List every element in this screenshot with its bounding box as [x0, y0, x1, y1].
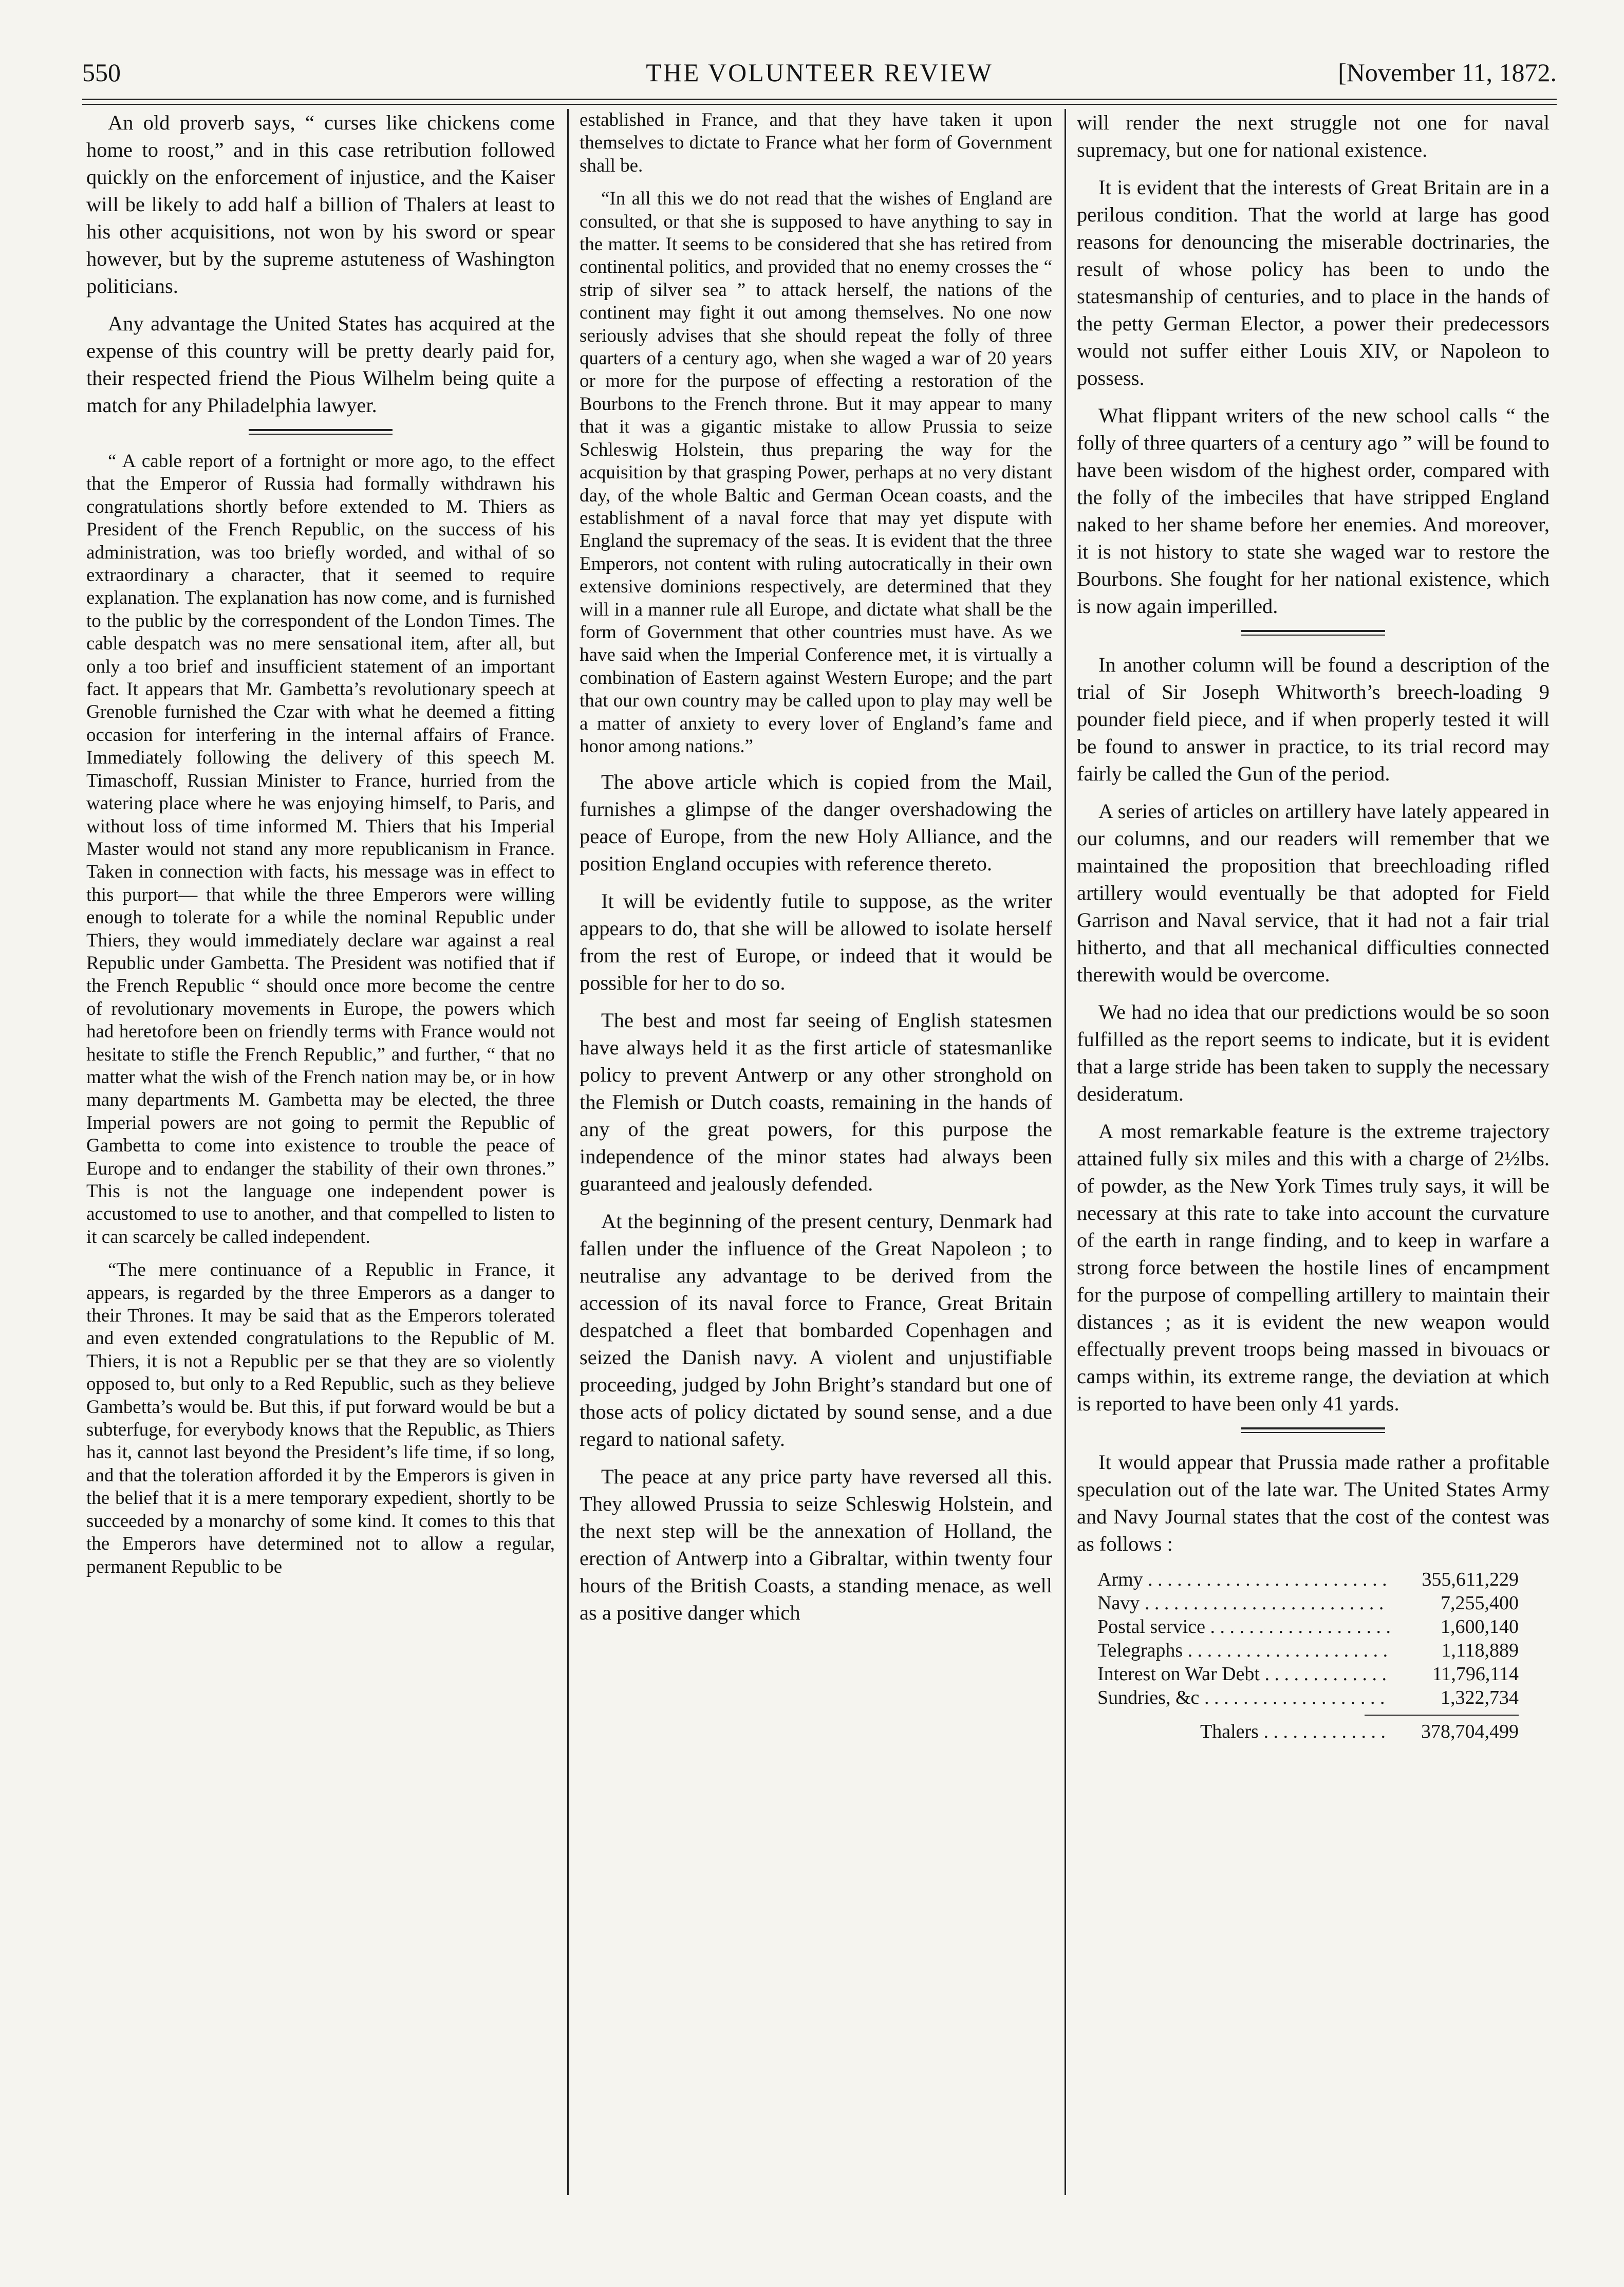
ledger-label: Sundries, &c . . . — [1097, 1686, 1390, 1709]
paragraph: What flippant writers of the new school calls “ the folly of three quarters of a century ago ” will be found to have been wisdom of the highest order, compared with the folly of the imbeciles that have stripped England naked to her shame before her enemies. And moreover, it is not history to state she waged war to restore the Bourbons. She fought for her national existence, which is now again imperilled. — [1077, 404, 1550, 618]
paragraph: It will be evidently futile to suppose, as the writer appears to do, that she will be allowed to isolate herself from the rest of Europe, or indeed that it would be possible for her to do so. — [580, 889, 1052, 995]
column-middle — [580, 109, 1052, 2200]
ledger-value: 7,255,400 — [1441, 1592, 1519, 1614]
section-separator — [1241, 1427, 1385, 1433]
ledger-row — [1097, 1591, 1519, 1615]
paragraph: “ A cable report of a fortnight or more ago, to the effect that the Emperor of Russia had formally withdrawn his congratulations shortly before extended to M. Thiers as President of the French Republic, on the success of his administration, was too briefly worded, and withal of so extraordinary a character, that it seemed to require explanation. The explanation has now come, and is furnished to the public by the correspondent of the London Times. The cable despatch was no mere sensational item, after all, but only a too brief and insufficient statement of an important fact. It appears that Mr. Gambetta’s revolutionary speech at Grenoble furnished the Czar with what he deemed a fitting occasion for interfering in the internal affairs of France. Immediately following the delivery of this speech M. Timaschoff, Russian Minister to France, hurried from the watering place where he was enjoying himself, to Paris, and without loss of time informed M. Thiers that his Imperial Master would not stand any more republicanism in France. Taken in connection with facts, his message was in effect to this purport— that while the three Emperors were willing enough to tolerate for a while the nominal Republic under Thiers, they would immediately declare war against a real Republic under Gambetta. The President was notified that if the French Republic “ should once more become the centre of revolutionary movements in Europe, the powers which had heretofore been on friendly terms with France would not hesitate to stifle the French Republic,” and further, “ that no matter what the wish of the French nation may be, or in how many departments M. Gambetta may be elected, the three Imperial powers are not going to permit the Republic of Gambetta to come into existence to trouble the peace of Europe and to endanger the stability of their own thrones.” This is not the language one independent power is accustomed to use to another, and that compelled to listen to it can scarcely be called independent. — [86, 451, 555, 1248]
ledger-value: 1,600,140 — [1441, 1616, 1519, 1638]
ledger-total-label: Thalers . . . — [1200, 1720, 1385, 1743]
ledger-value: 11,796,114 — [1432, 1663, 1519, 1685]
issue-date: [November 11, 1872. — [1338, 58, 1557, 87]
ledger-value: 1,118,889 — [1441, 1640, 1519, 1661]
ledger-label: Interest on War Debt . . . — [1097, 1662, 1390, 1686]
column-right — [1077, 109, 1550, 2200]
page-header — [82, 55, 1557, 97]
ledger-label: Navy . . . — [1097, 1591, 1390, 1615]
page-title: THE VOLUNTEER REVIEW — [646, 58, 993, 87]
paragraph: It is evident that the interests of Great Britain are in a perilous condition. That the world at large has good reasons for denouncing the miserable doctrinaries, the result of whose policy has been to undo the statesmanship of centuries, and to place in the hands of the petty German Elector, a power their predecessors would not suffer either Louis XIV, or Napoleon to possess. — [1077, 176, 1550, 389]
paragraph: “In all this we do not read that the wishes of England are consulted, or that she is supposed to have anything to say in the matter. It seems to be considered that she has retired from continental politics, and provided that no enemy crosses the “ strip of silver sea ” to attack herself, the nations of the continent may fight it out among themselves. No one now seriously advises that she should repeat the folly of three quarters of a century ago, when she waged a war of 20 years or more for the purpose of effecting a restoration of the Bourbons to the French throne. But it may appear to many that it was a gigantic mistake to allow Prussia to seize Schleswig Holstein, thus preparing the way for the acquisition by that grasping Power, perhaps at no very distant day, of the whole Baltic and German Ocean coasts, and the establishment of a naval force that may yet dispute with England the supremacy of the seas. It is evident that the three Emperors, not content with ruling autocratically in their own extensive dominions respectively, are determined that they will in a manner rule all Europe, and dictate what shall be the form of Government that other countries must have. As we have said when the Imperial Conference met, it is virtually a combination of Eastern against Western Europe; and the part that our own country may be called upon to play may well be a matter of anxiety to every lover of England’s fame and honor among nations.” — [580, 188, 1052, 757]
column-divider — [567, 109, 569, 2195]
paragraph: It would appear that Prussia made rather a profitable speculation out of the late war. The United States Army and Navy Journal states that the cost of the contest was as follows : — [1077, 1451, 1550, 1555]
ledger-label: Postal service . . . — [1097, 1615, 1390, 1639]
paragraph: We had no idea that our predictions would be so soon fulfilled as the report seems to indicate, but it is evident that a large stride has been taken to supply the necessary desideratum. — [1077, 1000, 1550, 1105]
ledger-row — [1097, 1662, 1519, 1686]
section-separator — [1241, 630, 1385, 636]
paragraph: established in France, and that they have taken it upon themselves to dictate to France what her form of Government shall be. — [580, 109, 1052, 176]
column-left — [86, 109, 555, 2200]
page-number: 550 — [82, 58, 121, 87]
ledger-total-value: 378,704,499 — [1421, 1721, 1519, 1742]
paragraph: The best and most far seeing of English statesmen have always held it as the first article of statesmanlike policy to prevent Antwerp or any other stronghold on the Flemish or Dutch coasts, remaining in the hands of any of the great powers, for this purpose the independence of the minor states had always been guaranteed and jealously defended. — [580, 1009, 1052, 1196]
paragraph: At the beginning of the present century, Denmark had fallen under the influence of the Great Napoleon ; to neutralise any advantage to be derived from the accession of its naval force to France, Great Britain despatched a fleet that bombarded Copenhagen and seized the Danish navy. A violent and unjustifiable proceeding, judged by John Bright’s standard but one of those acts of policy dictated by sound sense, and a due regard to national safety. — [580, 1210, 1052, 1451]
ledger-label: Army . . . — [1097, 1568, 1390, 1591]
header-rule-thin — [82, 104, 1557, 105]
ledger-row — [1097, 1568, 1519, 1591]
section-separator — [249, 429, 393, 435]
paragraph: will render the next struggle not one for naval supremacy, but one for national existence. — [1077, 111, 1550, 161]
paragraph: In another column will be found a description of the trial of Sir Joseph Whitworth’s breech-loading 9 pounder field piece, and if when properly tested it will be found to answer in practice, to its trial record may fairly be called the Gun of the period. — [1077, 653, 1550, 785]
ledger-value: 1,322,734 — [1441, 1687, 1519, 1708]
paragraph: The peace at any price party have reversed all this. They allowed Prussia to seize Schleswig Holstein, and the next step will be the annexation of Holland, the erection of Antwerp into a Gibraltar, within twenty four hours of the British Coasts, a standing menace, as well as a positive danger which — [580, 1465, 1052, 1625]
war-cost-ledger — [1097, 1568, 1519, 1743]
paragraph: An old proverb says, “ curses like chickens come home to roost,” and in this case retribution followed quickly on the enforcement of injustice, and the Kaiser will be likely to add half a billion of Thalers at least to his other acquisitions, not won by his sword or spear however, but by the supreme astuteness of Washington politicians. — [86, 111, 555, 298]
paragraph: The above article which is copied from the Mail, furnishes a glimpse of the danger overshadowing the peace of Europe, from the new Holy Alliance, and the position England occupies with reference thereto. — [580, 770, 1052, 876]
header-rule — [82, 99, 1557, 100]
paragraph: Any advantage the United States has acquired at the expense of this country will be pretty dearly paid for, their respected friend the Pious Wilhelm being quite a match for any Philadelphia lawyer. — [86, 312, 555, 417]
ledger-row — [1097, 1639, 1519, 1662]
column-divider — [1065, 109, 1066, 2195]
paragraph: A series of articles on artillery have lately appeared in our columns, and our readers will remember that we maintained the proposition that breechloading rifled artillery would eventually be that adopted for Field Garrison and Naval service, that it had not a fair trial hitherto, and that all mechanical difficulties connected therewith would be overcome. — [1077, 799, 1550, 986]
ledger-value: 355,611,229 — [1422, 1569, 1519, 1590]
ledger-label: Telegraphs . . . — [1097, 1639, 1390, 1662]
paragraph: A most remarkable feature is the extreme trajectory attained fully six miles and this with a charge of 2½lbs. of powder, as the New York Times truly says, it will be necessary at this rate to take into account the curvature of the earth in range finding, and to keep in warfare a strong force between the hostile lines of encampment for the purpose of compelling artillery to maintain their distances ; as it is evident the new weapon would effectually prevent troops being massed in bivouacs or camps within, its extreme range, the deviation at which is reported to have been only 41 yards. — [1077, 1120, 1550, 1415]
ledger-sum-rule — [1365, 1715, 1519, 1716]
ledger-row — [1097, 1686, 1519, 1709]
paragraph: “The mere continuance of a Republic in France, it appears, is regarded by the three Emperors as a danger to their Thrones. It may be said that as the Emperors tolerated and even extended congratulations to the Republic of M. Thiers, it is not a Republic per se that they are so violently opposed to, but only to a Red Republic, such as they believe Gambetta’s would be. But this, if put forward would be but a subterfuge, for everybody knows that the Republic, as Thiers has it, cannot last beyond the President’s life time, if so long, and that the toleration afforded it by the Emperors is given in the belief that it is a mere temporary expedient, shortly to be succeeded by a monarchy of some kind. It comes to this that the Emperors have determined not to allow a regular, permanent Republic to be — [86, 1259, 555, 1577]
ledger-row — [1097, 1615, 1519, 1639]
ledger-total-row — [1200, 1720, 1519, 1743]
